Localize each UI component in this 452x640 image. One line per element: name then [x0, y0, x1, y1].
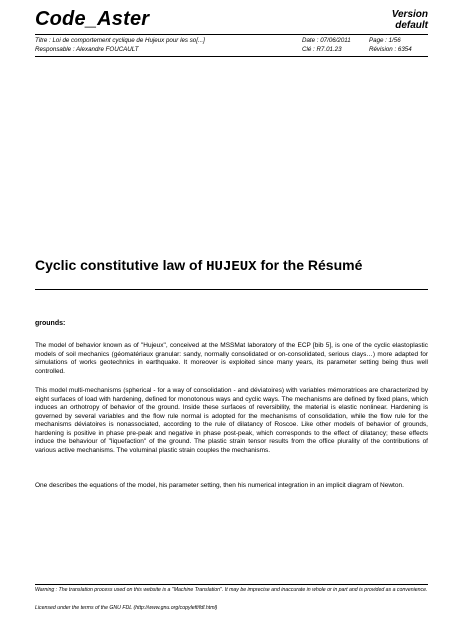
footer-rule [35, 584, 428, 585]
code-aster-logo: Code_Aster [35, 8, 150, 30]
header-rule-bottom [35, 56, 428, 57]
doc-title-label: Titre : Loi de comportement cyclique de Hujeux pour les so[...] [35, 37, 205, 44]
title-text-end: for the Résumé [256, 257, 363, 273]
header-rule-top [35, 34, 428, 35]
version-block [392, 9, 428, 31]
document-title [35, 257, 435, 275]
doc-date-label: Date : 07/06/2011 [302, 37, 351, 44]
title-text-start: Cyclic constitutive law of [35, 257, 207, 273]
doc-cle-label: Clé : R7.01.23 [302, 46, 342, 53]
version-value: default [395, 20, 428, 31]
title-rule [35, 289, 428, 290]
paragraph-3: One describes the equations of the model, his parameter setting, then his numerical integration in an implicit diagram of Newton. [35, 482, 404, 489]
footer-license: Licensed under the terms of the GNU FDL (http://www.gnu.org/copyleft/fdl.html) [35, 605, 218, 611]
version-label: Version [391, 9, 428, 20]
doc-page-label: Page : 1/56 [369, 37, 401, 44]
section-label: grounds: [35, 320, 66, 327]
title-model-name: HUJEUX [206, 259, 257, 275]
doc-responsable-label: Responsable : Alexandre FOUCAULT [35, 46, 139, 53]
footer-warning: Warning : The translation process used on this website is a "Machine Translation". It may be imprecise and inaccurate in whole or in part and is provided as a convenience. [35, 587, 428, 593]
paragraph-2: This model multi-mechanisms (spherical - for a way of consolidation - and déviatoires) with variables mémoratrices are characterized by eight surfaces of load with hardening, defined for monotonous ways and cyclic ways. The mechanisms are defined by fixed plans, which induces an orthotropy of behavior of the ground. Inside these surfaces of reversibility, the material is elastic nonlinear. Hardening is governed by several variables and the flow rule normal is adopted for the mechanisms of consolidation, while the flow rule for the mechanisms déviatoires is nonassociated, according to the rule of dilatancy of Roscoe. Like other models of behavior of grounds, hardening is positive in phase pre-peak and negative in phase post-peak, which corresponds to the effect of dilatancy; these effects induce the behaviour of "liquefaction" of the ground. The plastic strain tensor results from the office plurality of the contributions of various active mechanisms. The voluminal plastic strain couples the mechanisms. [35, 387, 428, 454]
doc-revision-label: Révision : 6354 [369, 46, 412, 53]
paragraph-1: The model of behavior known as of "Hujeux", conceived at the MSSMat laboratory of the ECP [bib 5], is one of the cyclic elastoplastic models of soil mechanics (géomatériaux granular: sandy, normally consolidated or on-consolidated, serious clays…) more adapted for simulations of works geotechnics in earthquake. It moreover is exploited since many years, its parameter setting being thus well controlled. [35, 342, 428, 375]
